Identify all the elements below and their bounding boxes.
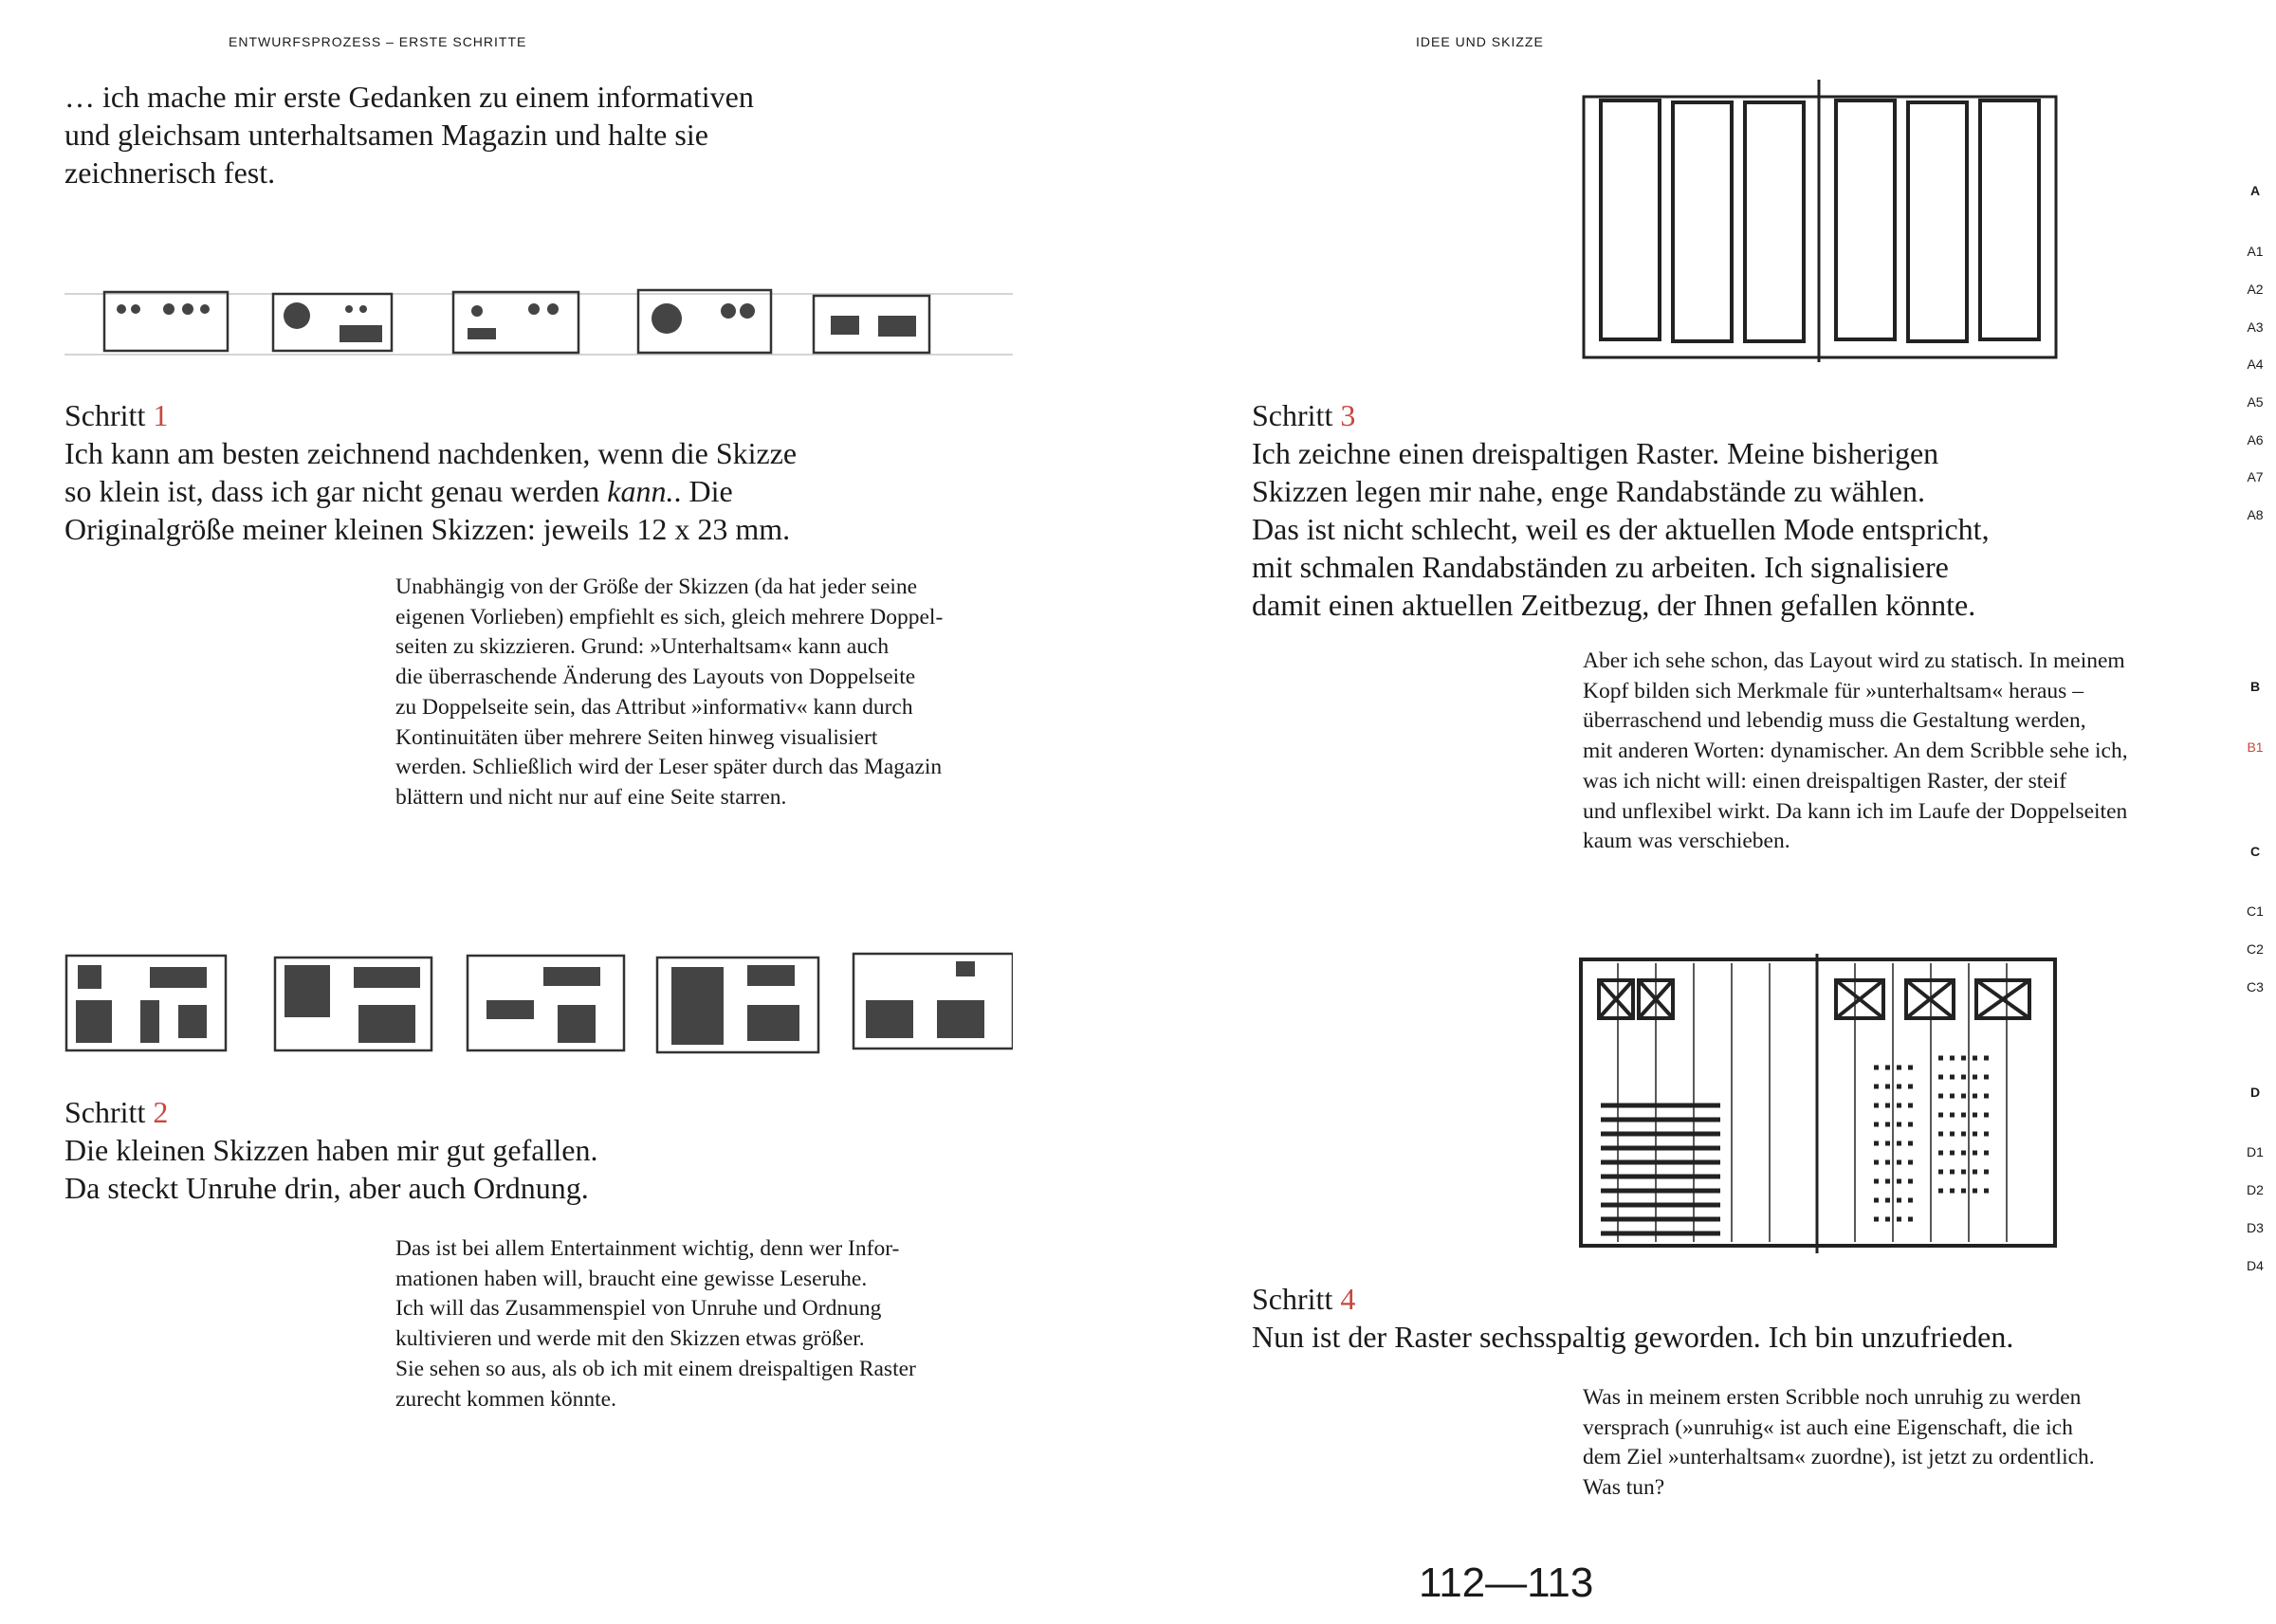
step-label: Schritt (1252, 398, 1333, 432)
body-line: Das ist bei allem Entertainment wichtig, denn wer Infor- (395, 1236, 900, 1261)
index-item[interactable]: A8 (2247, 507, 2264, 522)
index-item[interactable]: D1 (2247, 1144, 2264, 1159)
step-1 (64, 396, 797, 548)
lead-text: so klein ist, dass ich gar nicht genau werden (64, 474, 608, 508)
step-1-body (395, 573, 943, 813)
step-3-body (1583, 647, 2128, 857)
body-line: Sie sehen so aus, als ob ich mit einem dreispaltigen Raster (395, 1356, 916, 1381)
index-item[interactable]: A6 (2247, 432, 2264, 447)
body-line: seiten zu skizzieren. Grund: »Unterhaltsam« kann auch (395, 634, 890, 660)
lead-line: Originalgröße meiner kleinen Skizzen: jeweils 12 x 23 mm. (64, 512, 791, 546)
index-item[interactable]: A7 (2247, 469, 2264, 484)
intro-line: zeichnerisch fest. (64, 155, 276, 190)
lead-line: Skizzen legen mir nahe, enge Randabstände zu wählen. (1252, 474, 1925, 508)
body-line: zu Doppelseite sein, das Attribut »informativ« kann durch (395, 694, 913, 720)
intro-text (64, 78, 754, 192)
lead-line: Nun ist der Raster sechsspaltig geworden. Ich bin unzufrieden. (1252, 1320, 2014, 1354)
index-section[interactable]: D (2249, 1085, 2261, 1100)
step-label: Schritt (64, 1095, 146, 1129)
step-label: Schritt (64, 398, 146, 432)
body-line: eigenen Vorlieben) empfiehlt es sich, gleich mehrere Doppel- (395, 604, 944, 630)
intro-line: und gleichsam unterhaltsamen Magazin und halte sie (64, 118, 708, 152)
step-number: 3 (1340, 398, 1356, 432)
index-item[interactable]: C1 (2247, 903, 2264, 919)
index-item[interactable]: A2 (2247, 282, 2264, 297)
step-4-body (1583, 1383, 2095, 1504)
step-number: 4 (1340, 1282, 1356, 1316)
six-column-grid-sketch (1578, 954, 2058, 1253)
step-number: 1 (153, 398, 169, 432)
index-item[interactable]: A3 (2247, 319, 2264, 335)
index-item[interactable]: D2 (2247, 1182, 2264, 1197)
index-section[interactable]: B (2249, 679, 2261, 694)
body-line: Unabhängig von der Größe der Skizzen (da hat jeder seine (395, 575, 918, 599)
running-head-right: IDEE UND SKIZZE (1416, 34, 1544, 49)
lead-text: . Die (673, 474, 733, 508)
index-item[interactable]: D3 (2247, 1220, 2264, 1235)
index-item-active[interactable]: B1 (2247, 739, 2264, 755)
lead-line: Ich zeichne einen dreispaltigen Raster. Meine bisherigen (1252, 436, 1939, 470)
step-2 (64, 1093, 597, 1207)
step-label: Schritt (1252, 1282, 1333, 1316)
body-line: Aber ich sehe schon, das Layout wird zu statisch. In meinem (1583, 648, 2125, 673)
body-line: Kontinuitäten über mehrere Seiten hinweg visualisiert (395, 724, 878, 750)
body-line: dem Ziel »unterhaltsam« zuordne), ist jetzt zu ordentlich. (1583, 1445, 2095, 1470)
index-item[interactable]: A4 (2247, 356, 2264, 372)
intro-line: … ich mache mir erste Gedanken zu einem informativen (64, 80, 754, 114)
step-3 (1252, 396, 1990, 624)
body-line: Was tun? (1583, 1475, 1665, 1501)
lead-line: Ich kann am besten zeichnend nachdenken, wenn die Skizze (64, 436, 798, 470)
index-section[interactable]: A (2249, 183, 2261, 198)
index-item[interactable]: D4 (2247, 1258, 2264, 1273)
lead-line: mit schmalen Randabständen zu arbeiten. Ich signalisiere (1252, 550, 1949, 584)
body-line: kaum was verschieben. (1583, 829, 1790, 854)
step-number: 2 (153, 1095, 169, 1129)
index-item[interactable]: C3 (2247, 979, 2264, 994)
thumbnail-sketches-row-1 (64, 273, 1013, 363)
step-4 (1252, 1280, 2013, 1356)
lead-line: Da steckt Unruhe drin, aber auch Ordnung. (64, 1171, 589, 1205)
lead-italic: kann. (607, 474, 674, 508)
lead-line: Die kleinen Skizzen haben mir gut gefallen. (64, 1133, 598, 1167)
running-head-left: ENTWURFSPROZESS – ERSTE SCHRITTE (229, 34, 527, 49)
body-line: und unflexibel wirkt. Da kann ich im Laufe der Doppelseiten (1583, 798, 2128, 824)
body-line: versprach (»unruhig« ist auch eine Eigenschaft, die ich (1583, 1414, 2073, 1440)
body-line: werden. Schließlich wird der Leser später durch das Magazin (395, 755, 943, 780)
step-2-body (395, 1234, 916, 1414)
lead-line: Das ist nicht schlecht, weil es der aktuellen Mode entspricht, (1252, 512, 1990, 546)
index-item[interactable]: C2 (2247, 941, 2264, 957)
body-line: Was in meinem ersten Scribble noch unruhig zu werden (1583, 1385, 2082, 1410)
body-line: zurecht kommen könnte. (395, 1386, 616, 1412)
lead-line: damit einen aktuellen Zeitbezug, der Ihnen gefallen könnte. (1252, 588, 1976, 622)
body-line: die überraschende Änderung des Layouts von Doppelseite (395, 665, 916, 690)
body-line: blättern und nicht nur auf eine Seite starren. (395, 784, 787, 810)
thumbnail-sketches-row-2 (64, 948, 1013, 1057)
body-line: mationen haben will, braucht eine gewisse Leseruhe. (395, 1266, 868, 1291)
index-item[interactable]: A1 (2247, 244, 2264, 259)
body-line: was ich nicht will: einen dreispaltigen Raster, der steif (1583, 768, 2067, 794)
body-line: mit anderen Worten: dynamischer. An dem Scribble sehe ich, (1583, 739, 2128, 764)
three-column-grid-sketch (1582, 80, 2058, 362)
body-line: kultivieren und werde mit den Skizzen etwas größer. (395, 1326, 865, 1352)
body-line: Ich will das Zusammenspiel von Unruhe und Ordnung (395, 1296, 882, 1322)
body-line: überraschend und lebendig muss die Gestaltung werden, (1583, 708, 2086, 734)
lead-line (64, 472, 797, 510)
index-item[interactable]: A5 (2247, 394, 2264, 410)
index-section[interactable]: C (2249, 844, 2261, 859)
body-line: Kopf bilden sich Merkmale für »unterhaltsam« heraus – (1583, 678, 2083, 703)
page-numbers: 112—113 (1419, 1560, 1594, 1606)
